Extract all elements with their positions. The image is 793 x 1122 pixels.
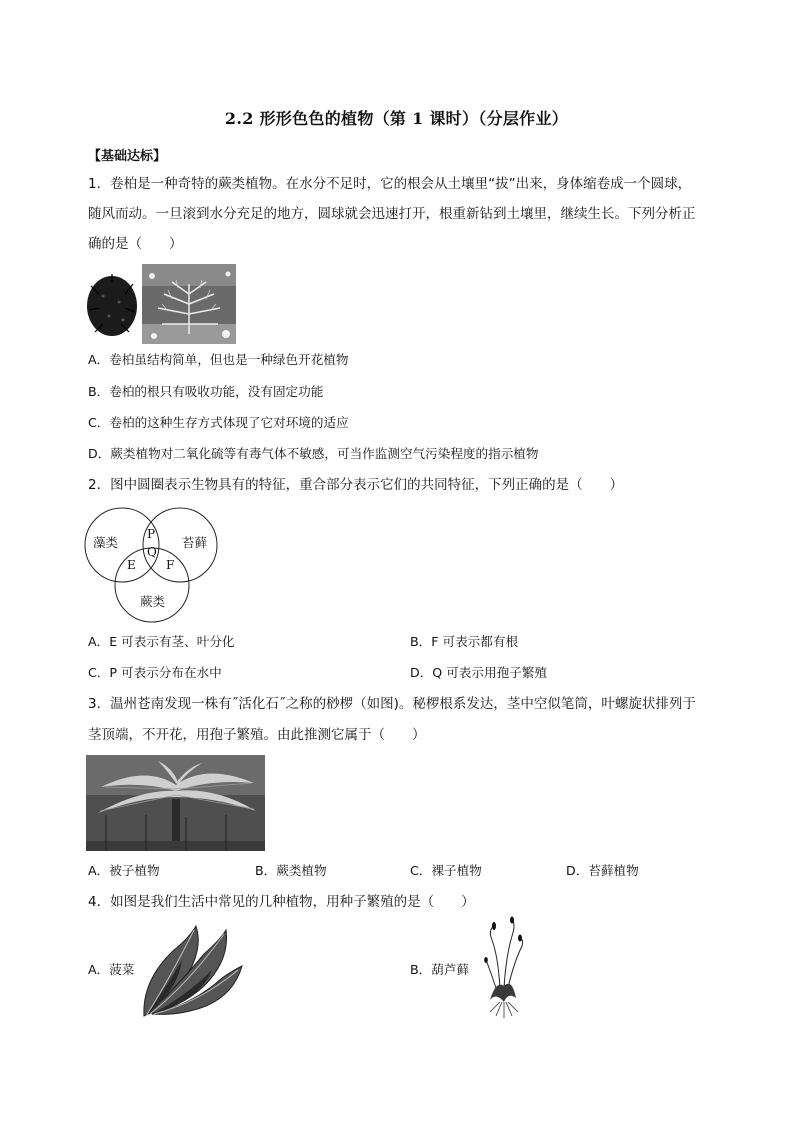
tree-fern-image bbox=[86, 755, 265, 851]
q2-option-d[interactable]: D．Q 可表示用孢子繁殖 bbox=[410, 665, 547, 680]
q1-stem-line: 1．卷柏是一种奇特的蕨类植物。在水分不足时，它的根会从土壤里“拔”出来，身体缩卷成一个圆球， bbox=[88, 176, 692, 192]
q3-option-d[interactable]: D．苔藓植物 bbox=[566, 863, 639, 878]
venn-region-p: P bbox=[147, 527, 156, 541]
section-heading: 【基础达标】 bbox=[88, 149, 167, 164]
q3-option-a[interactable]: A．被子植物 bbox=[88, 863, 160, 878]
q1-stem-line: 随风而动。一旦滚到水分充足的地方，圆球就会迅速打开，根重新钻到土壤里，继续生长。下列分析正 bbox=[88, 206, 696, 222]
q1-option-a[interactable]: A．卷柏虽结构简单，但也是一种绿色开花植物 bbox=[88, 352, 349, 367]
q1-stem-line: 确的是（ ） bbox=[88, 236, 183, 252]
funaria-moss-image bbox=[478, 916, 528, 1020]
venn-region-e: E bbox=[127, 558, 136, 572]
q2-option-b[interactable]: B．F 可表示都有根 bbox=[410, 634, 519, 649]
venn-label-fern: 蕨类 bbox=[140, 594, 166, 609]
venn-label-algae: 藻类 bbox=[93, 535, 119, 550]
q1-option-b[interactable]: B．卷柏的根只有吸收功能，没有固定功能 bbox=[88, 384, 324, 399]
q2-stem: 2．图中圆圈表示生物具有的特征，重合部分表示它们的共同特征，下列正确的是（ ） bbox=[88, 477, 624, 493]
spread-spikemoss-image bbox=[142, 264, 236, 344]
q3-stem-line: 茎顶端，不开花，用孢子繁殖。由此推测它属于（ ） bbox=[88, 727, 426, 743]
curled-spikemoss-image bbox=[85, 266, 139, 342]
q2-option-a[interactable]: A．E 可表示有茎、叶分化 bbox=[88, 634, 235, 649]
q4-option-b[interactable]: B．葫芦藓 bbox=[410, 962, 470, 977]
q3-option-b[interactable]: B．蕨类植物 bbox=[255, 863, 327, 878]
q1-option-c[interactable]: C．卷柏的这种生存方式体现了它对环境的适应 bbox=[88, 415, 349, 430]
page-title: 2.2 形形色色的植物（第 1 课时）（分层作业） bbox=[224, 109, 569, 128]
q3-stem-line: 3．温州苍南发现一株有˝活化石˝之称的桫椤（如图)。秘椤根系发达，茎中空似笔筒，叶螺旋状排列于 bbox=[88, 696, 696, 712]
q3-option-c[interactable]: C．裸子植物 bbox=[410, 863, 482, 878]
venn-region-f: F bbox=[166, 558, 175, 572]
q2-option-c[interactable]: C．P 可表示分布在水中 bbox=[88, 665, 222, 680]
q1-option-d[interactable]: D．蕨类植物对二氧化硫等有毒气体不敏感，可当作监测空气污染程度的指示植物 bbox=[88, 446, 539, 461]
q4-stem: 4．如图是我们生活中常见的几种植物，用种子繁殖的是（ ） bbox=[88, 894, 475, 910]
venn-region-q: Q bbox=[147, 545, 157, 559]
spinach-image bbox=[134, 920, 246, 1018]
q4-option-a[interactable]: A．菠菜 bbox=[88, 962, 135, 977]
venn-label-moss: 苔藓 bbox=[182, 535, 208, 550]
